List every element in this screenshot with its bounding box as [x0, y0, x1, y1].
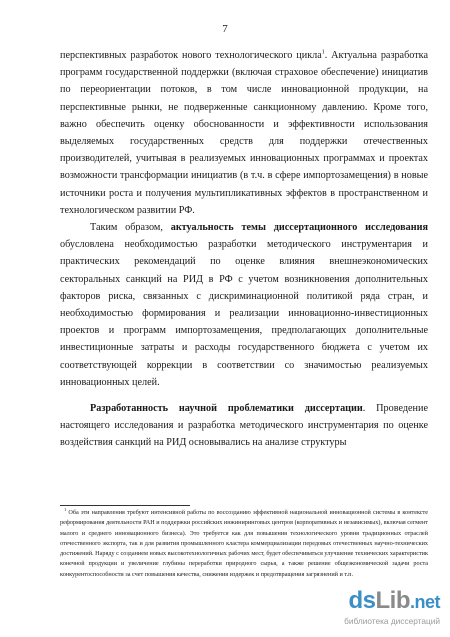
paragraph-3-rest: . Проведение настоящего исследования и разработка методического инструментария по оценке воздействия санкций на РИД основывались на анализе структуры — [60, 403, 428, 449]
paragraph-2-lead: Таким образом, — [90, 222, 171, 234]
logo-part-ds: ds — [348, 587, 376, 614]
paragraph-1-text-b: . Актуальна разработка программ государственной поддержки (включая страховое обеспечение) инициатив по переориентации потоков, в том числе инновационной продукции, на перспективные рынки, не подверженные санкционному давлению. Кроме того, важно обеспечить оценку обоснованности и эффективности использования выделяемых государственных средств для поддержки отечественных производителей, учитывая в реализуемых инновационных программах и проектах возможности трансформации инициатив (в т.ч. в сфере импортозамещения) в новые источники роста и получения мультипликативных эффектов в пространственном и технологическом развитии РФ. — [60, 50, 428, 216]
paragraph-3-bold: Разработанность научной проблематики диссертации — [90, 403, 363, 415]
paragraph-2-bold: актуальность темы диссертационного исследования — [170, 222, 428, 234]
logo-part-lib: Lib — [375, 587, 410, 614]
paragraph-2-rest: обусловлена необходимостью разработки методического инструментария и практических рекомендаций по оценке влияния внешнеэкономических секторальных санкций на РИД в РФ с учетом возникновения дополнительных факторов риска, связанных с дискриминационной политикой ряда стран, и необходимостью формирования и реализации инновационно-инвестиционных проектов и программ импортозамещения, предполагающих дополнительные инвестиционные затраты и расходы государственного бюджета с учетом их соответствующей коррекции в соответствии со значимостью реализуемых инновационных целей. — [60, 239, 428, 388]
dslib-logo — [324, 587, 440, 616]
paragraph-1-text-a: перспективных разработок нового технологического цикла — [60, 50, 322, 61]
paragraph-1 — [60, 47, 428, 219]
footnote-marker: 1 — [64, 506, 67, 512]
footnote-reference[interactable]: 1 — [321, 49, 325, 56]
paragraph-3 — [60, 400, 428, 452]
logo-part-net: .net — [409, 592, 440, 612]
dslib-watermark[interactable] — [324, 587, 444, 631]
paragraph-2 — [60, 219, 428, 391]
dslib-caption: библиотека диссертаций — [344, 616, 440, 626]
footnote-body: Оба эти направления требуют интенсивной работы по воссозданию эффективной национальной инновационной системы в контексте реформирования деятельности РАН и поддержки российских инжиниринговых центров (корпоративных и независимых), включая сегмент малого и среднего инновационного бизнеса). Это требуется как для повышения технологического уровня традиционных отраслей отечественного экспорта, так и для развития промышленного кластера коммерциализации передовых отечественных научно-технических достижений. Наряду с созданием новых высокотехнологичных рабочих мест, будет обеспечиваться улучшение технических характеристик конечной продукции и увеличение глубины переработки природного сырья, а также решение общеэкономической задачи роста конкурентоспособности за счет повышения качества, снижения издержек и предотвращения загрязнений и т.п. — [60, 509, 428, 578]
page-number: 7 — [222, 23, 228, 35]
footnote-divider — [60, 505, 190, 506]
footnote — [60, 508, 428, 580]
body-text — [60, 47, 428, 452]
footnote-text — [60, 508, 428, 580]
